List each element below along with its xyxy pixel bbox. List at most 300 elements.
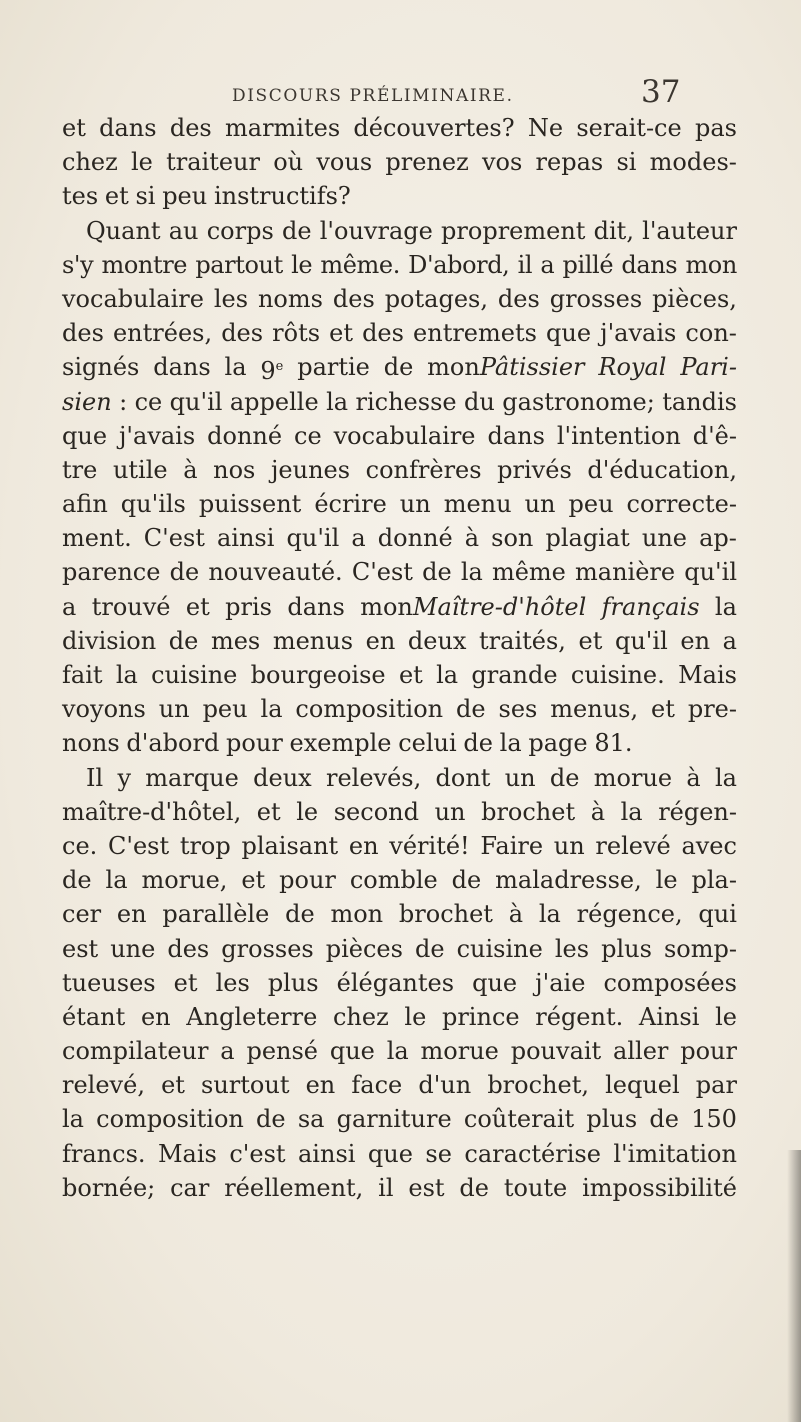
word: page	[528, 729, 588, 758]
word: pièces	[325, 934, 403, 963]
word: écrire	[314, 490, 387, 519]
word: C'est	[351, 558, 413, 587]
word: caractérise	[464, 1139, 601, 1168]
word: a	[722, 626, 737, 655]
word: C'est	[107, 831, 170, 860]
text-line	[62, 1171, 737, 1205]
page-edge-shadow	[787, 1150, 801, 1422]
word: c'est	[229, 1139, 286, 1168]
word: entrées,	[112, 319, 213, 348]
word: a	[220, 1037, 235, 1066]
word: vous	[316, 148, 373, 177]
word: où	[273, 148, 304, 177]
word: manière	[575, 558, 676, 587]
word: brochet	[398, 900, 493, 929]
word: plagiat	[545, 524, 630, 553]
word: au	[168, 216, 199, 245]
word: plus	[586, 1105, 638, 1134]
word: donné	[207, 421, 283, 450]
word: des	[332, 284, 375, 313]
word: appelle	[229, 387, 319, 416]
word: car	[170, 1173, 210, 1202]
text-line	[62, 863, 737, 897]
word: un	[524, 490, 556, 519]
word: se	[425, 1139, 452, 1168]
word: parence	[62, 558, 161, 587]
word: même.	[320, 250, 400, 279]
word: a	[62, 592, 77, 621]
word: Royal	[598, 353, 667, 382]
running-head: DISCOURS PRÉLIMINAIRE.	[232, 86, 514, 106]
word: signés	[62, 353, 140, 382]
word: que	[472, 968, 518, 997]
word: l'ouvrage	[319, 216, 433, 245]
text-line	[62, 590, 737, 624]
word: menus	[272, 626, 354, 655]
word: découvertes?	[353, 114, 515, 142]
word: la	[105, 866, 128, 895]
word: est	[62, 934, 99, 963]
text-line	[62, 145, 737, 179]
word: pre-	[687, 695, 737, 724]
word: des	[221, 319, 264, 348]
word: nouveauté.	[208, 558, 343, 587]
text-line	[62, 487, 737, 521]
word: sa	[297, 1105, 325, 1134]
word: les	[554, 934, 590, 963]
word: marque	[145, 763, 239, 792]
word: le	[130, 148, 153, 177]
word: la	[715, 763, 737, 792]
word: y	[117, 763, 131, 792]
word: partie	[297, 353, 370, 382]
word: de	[451, 866, 482, 895]
word: de	[463, 729, 493, 758]
word: maître-d'hôtel,	[62, 797, 242, 826]
word: et	[104, 182, 129, 211]
word: 150	[691, 1105, 737, 1134]
word: étant	[62, 1002, 126, 1031]
word: que	[367, 1139, 413, 1168]
word: en	[305, 1071, 336, 1100]
text-line	[62, 419, 737, 453]
word: morue,	[141, 866, 228, 895]
text-line	[62, 385, 737, 419]
word: même	[491, 558, 566, 587]
word: dit,	[593, 216, 634, 245]
word: plus	[267, 968, 319, 997]
word: du	[464, 387, 495, 416]
word: peu	[568, 490, 614, 519]
word: relevé,	[62, 1071, 145, 1100]
word: C'est	[143, 524, 205, 553]
word: utile	[112, 455, 168, 484]
word: face	[351, 1071, 403, 1100]
word: ses	[498, 695, 538, 724]
word: qu'il	[286, 524, 340, 553]
text-line	[62, 795, 737, 829]
word: qui	[698, 900, 737, 929]
word: menu	[443, 490, 512, 519]
text-line	[62, 111, 737, 145]
word: composition	[295, 695, 444, 724]
text-line	[62, 453, 737, 487]
text-line	[62, 1102, 737, 1136]
word: à	[508, 900, 524, 929]
word: grosses	[549, 284, 643, 313]
text-line	[62, 248, 737, 282]
word: partout	[195, 250, 283, 279]
word: dans	[621, 250, 678, 279]
word: vérité!	[389, 831, 470, 860]
word: dont	[435, 763, 491, 792]
word: cer	[62, 900, 102, 929]
word: dans	[487, 421, 545, 450]
word: noms	[257, 284, 323, 313]
word: chez	[62, 148, 118, 177]
word: afin	[62, 490, 108, 519]
word: pour	[680, 1037, 737, 1066]
word: un	[504, 763, 536, 792]
word: trouvé	[91, 592, 171, 621]
word: peu	[202, 695, 248, 724]
word: un	[434, 797, 466, 826]
word: qu'il	[169, 387, 223, 416]
word: division	[62, 626, 157, 655]
word: qu'ils	[120, 490, 186, 519]
word: ap-	[699, 524, 737, 553]
word: ce	[294, 421, 322, 450]
word: à	[590, 797, 606, 826]
word: que	[546, 319, 592, 348]
word: en	[680, 626, 711, 655]
word: trop	[179, 831, 231, 860]
word: la	[260, 695, 283, 724]
word: gastronome;	[502, 387, 655, 416]
word: :	[119, 387, 128, 416]
word: ment.	[62, 524, 132, 553]
word: ainsi	[216, 524, 275, 553]
word: à	[464, 524, 480, 553]
text-line	[62, 555, 737, 589]
word: mon	[330, 900, 384, 929]
word: de	[62, 866, 92, 895]
word: prenez	[385, 148, 469, 177]
word: le	[296, 797, 319, 826]
word: maladresse,	[495, 866, 642, 895]
word: morue	[420, 1037, 499, 1066]
word: et	[578, 626, 603, 655]
text-line	[62, 692, 737, 726]
word: la	[620, 797, 643, 826]
word: l'imitation	[613, 1139, 737, 1168]
word: pouvait	[510, 1037, 602, 1066]
page-number: 37	[641, 74, 681, 110]
text-line	[62, 761, 737, 795]
word: régent.	[535, 1002, 624, 1031]
word: Pari-	[680, 353, 737, 382]
word: pillé	[562, 250, 614, 279]
word: son	[491, 524, 534, 553]
word: cuisine	[151, 661, 238, 689]
word: que	[329, 1037, 375, 1066]
word: donné	[377, 524, 453, 553]
word: privés	[497, 455, 572, 484]
word: des	[169, 114, 212, 142]
text-line	[62, 1034, 737, 1068]
word: de	[414, 934, 445, 963]
word: instructifs?	[213, 182, 351, 211]
word: une	[641, 524, 688, 553]
word: prince	[441, 1002, 520, 1031]
word: de	[281, 216, 312, 245]
word: a	[351, 524, 366, 553]
text-line	[62, 658, 737, 692]
word: cuisine	[456, 934, 543, 963]
word: Mais	[157, 1139, 217, 1168]
word: surtout	[201, 1071, 290, 1100]
word: montre	[101, 250, 188, 279]
word: avec	[681, 831, 737, 860]
text-line	[62, 897, 737, 931]
word: il	[517, 250, 533, 279]
word: en	[365, 626, 396, 655]
word: des	[362, 319, 404, 348]
word: par	[695, 1071, 737, 1100]
word: à	[686, 763, 701, 792]
word: pensé	[246, 1037, 318, 1066]
word: l'auteur	[642, 216, 737, 245]
word: mon	[685, 250, 737, 279]
word: bornée;	[62, 1173, 156, 1202]
word: en	[140, 1002, 171, 1031]
word: les	[215, 968, 250, 997]
word: la	[62, 1105, 84, 1134]
word: que	[62, 421, 108, 450]
word: Faire	[480, 831, 544, 860]
word: bourgeoise	[250, 661, 386, 689]
word: et	[398, 661, 423, 689]
word: en	[348, 831, 379, 860]
word: D'abord,	[408, 250, 510, 279]
word: de	[649, 1105, 679, 1134]
text-line	[62, 1068, 737, 1102]
word: brochet	[481, 797, 576, 826]
word: la	[460, 558, 483, 587]
text-line	[62, 932, 737, 966]
word: le	[291, 250, 313, 279]
word: entremets	[413, 319, 537, 348]
word: deux	[407, 626, 467, 655]
word: et	[173, 968, 198, 997]
word: de	[422, 558, 452, 587]
word: 81.	[594, 729, 633, 758]
word: vos	[481, 148, 523, 177]
word: grande	[471, 661, 558, 689]
word: morue	[593, 763, 673, 792]
word: tre	[62, 455, 98, 484]
word: une	[110, 934, 156, 963]
word: Quant	[86, 216, 161, 245]
word: il	[378, 1173, 394, 1202]
word: de	[168, 626, 199, 655]
word: correcte-	[626, 490, 737, 519]
word: d'ê-	[692, 421, 737, 450]
word: le	[404, 1002, 427, 1031]
word: élégantes	[336, 968, 455, 997]
word: menus,	[550, 695, 639, 724]
word: pour	[226, 729, 283, 758]
word: j'avais	[118, 421, 196, 450]
word: la	[436, 661, 459, 689]
word: garniture	[336, 1105, 452, 1134]
text-line	[62, 214, 737, 248]
word: la	[115, 661, 138, 689]
word: français	[601, 592, 700, 621]
word: Angleterre	[186, 1002, 318, 1031]
word: somp-	[663, 934, 737, 963]
word: les	[213, 284, 249, 313]
word: voyons	[62, 695, 146, 724]
word: ce	[134, 387, 163, 416]
word: ainsi	[298, 1139, 356, 1168]
word: confrères	[365, 455, 482, 484]
word: l'intention	[556, 421, 681, 450]
word: régen-	[658, 797, 737, 826]
word: toute	[503, 1173, 568, 1202]
word: ce.	[62, 831, 98, 860]
word: qu'il	[684, 558, 737, 587]
word: relevé	[595, 831, 671, 860]
word: modes-	[649, 148, 737, 177]
word: richesse	[355, 387, 457, 416]
word: dans	[99, 114, 157, 142]
word: nos	[213, 455, 256, 484]
text-line	[62, 179, 737, 213]
word: et	[161, 1071, 185, 1100]
text-line	[62, 966, 737, 1000]
text-line	[62, 829, 737, 863]
word: et	[62, 114, 86, 142]
word: pas	[694, 114, 737, 142]
word: s'y	[62, 250, 94, 279]
text-line	[62, 624, 737, 658]
word: aller	[613, 1037, 669, 1066]
text-line	[62, 350, 737, 384]
word: d'abord	[126, 729, 220, 758]
text-line	[62, 1137, 737, 1171]
word: peu	[162, 182, 208, 211]
word: et	[256, 797, 281, 826]
word: j'avais	[600, 319, 677, 348]
word: lequel	[605, 1071, 680, 1100]
word: plus	[601, 934, 652, 963]
word: relevés,	[325, 763, 422, 792]
word: exemple	[289, 729, 392, 758]
word: vocabulaire	[333, 421, 476, 450]
word: de	[549, 763, 580, 792]
body-text	[62, 111, 737, 1205]
text-line	[62, 1000, 737, 1034]
word: composition	[96, 1105, 244, 1134]
word: corps	[206, 216, 274, 245]
word: traités,	[479, 626, 566, 655]
word: de	[459, 1173, 489, 1202]
word: et	[241, 866, 266, 895]
word: un	[399, 490, 431, 519]
word: la	[714, 592, 737, 621]
word: à	[183, 455, 198, 484]
word: un	[553, 831, 585, 860]
word: pla-	[691, 866, 737, 895]
word: tueuses	[62, 968, 156, 997]
word: dans	[287, 592, 345, 621]
word: impossibilité	[582, 1173, 737, 1202]
word: réellement,	[224, 1173, 364, 1202]
word: de	[383, 353, 414, 382]
text-line	[62, 316, 737, 350]
word: compilateur	[62, 1037, 209, 1066]
word: si	[616, 148, 637, 177]
word: mes	[210, 626, 261, 655]
word: celui	[398, 729, 457, 758]
word: second	[333, 797, 419, 826]
word: repas	[535, 148, 604, 177]
word: a	[540, 250, 555, 279]
word: le	[655, 866, 678, 895]
word: des	[62, 319, 104, 348]
word: marmites	[225, 114, 341, 142]
word: Il	[86, 763, 104, 792]
word: des	[497, 284, 540, 313]
word: fait	[62, 661, 103, 689]
word: potages,	[384, 284, 488, 313]
word: con-	[685, 319, 737, 348]
word: proprement	[441, 216, 586, 245]
word: grosses	[221, 934, 314, 963]
word: composées	[603, 968, 737, 997]
word: serait-ce	[576, 114, 682, 142]
word: dans	[153, 353, 211, 382]
word: tes	[62, 182, 99, 211]
word: pour	[279, 866, 336, 895]
word: Mais	[678, 661, 737, 689]
word: monPâtissier	[427, 353, 585, 382]
word: la	[386, 1037, 409, 1066]
text-line	[62, 282, 737, 316]
word: Ne	[527, 114, 564, 142]
word: de	[256, 1105, 286, 1134]
word: et	[185, 592, 210, 621]
word: d'un	[418, 1071, 472, 1100]
word: de	[285, 900, 315, 929]
word: en	[116, 900, 147, 929]
word: cuisine.	[570, 661, 665, 689]
word: est	[408, 1173, 445, 1202]
text-line	[62, 521, 737, 555]
word: de	[169, 558, 200, 587]
word: la	[538, 900, 561, 929]
word: la	[326, 387, 349, 416]
word: comble	[349, 866, 438, 895]
word: monMaître-d'hôtel	[360, 592, 587, 621]
word: j'aie	[535, 968, 586, 997]
word: rôts	[272, 319, 321, 348]
word: brochet,	[487, 1071, 589, 1100]
word: puissent	[198, 490, 302, 519]
word: plaisant	[241, 831, 339, 860]
word: parallèle	[162, 900, 270, 929]
